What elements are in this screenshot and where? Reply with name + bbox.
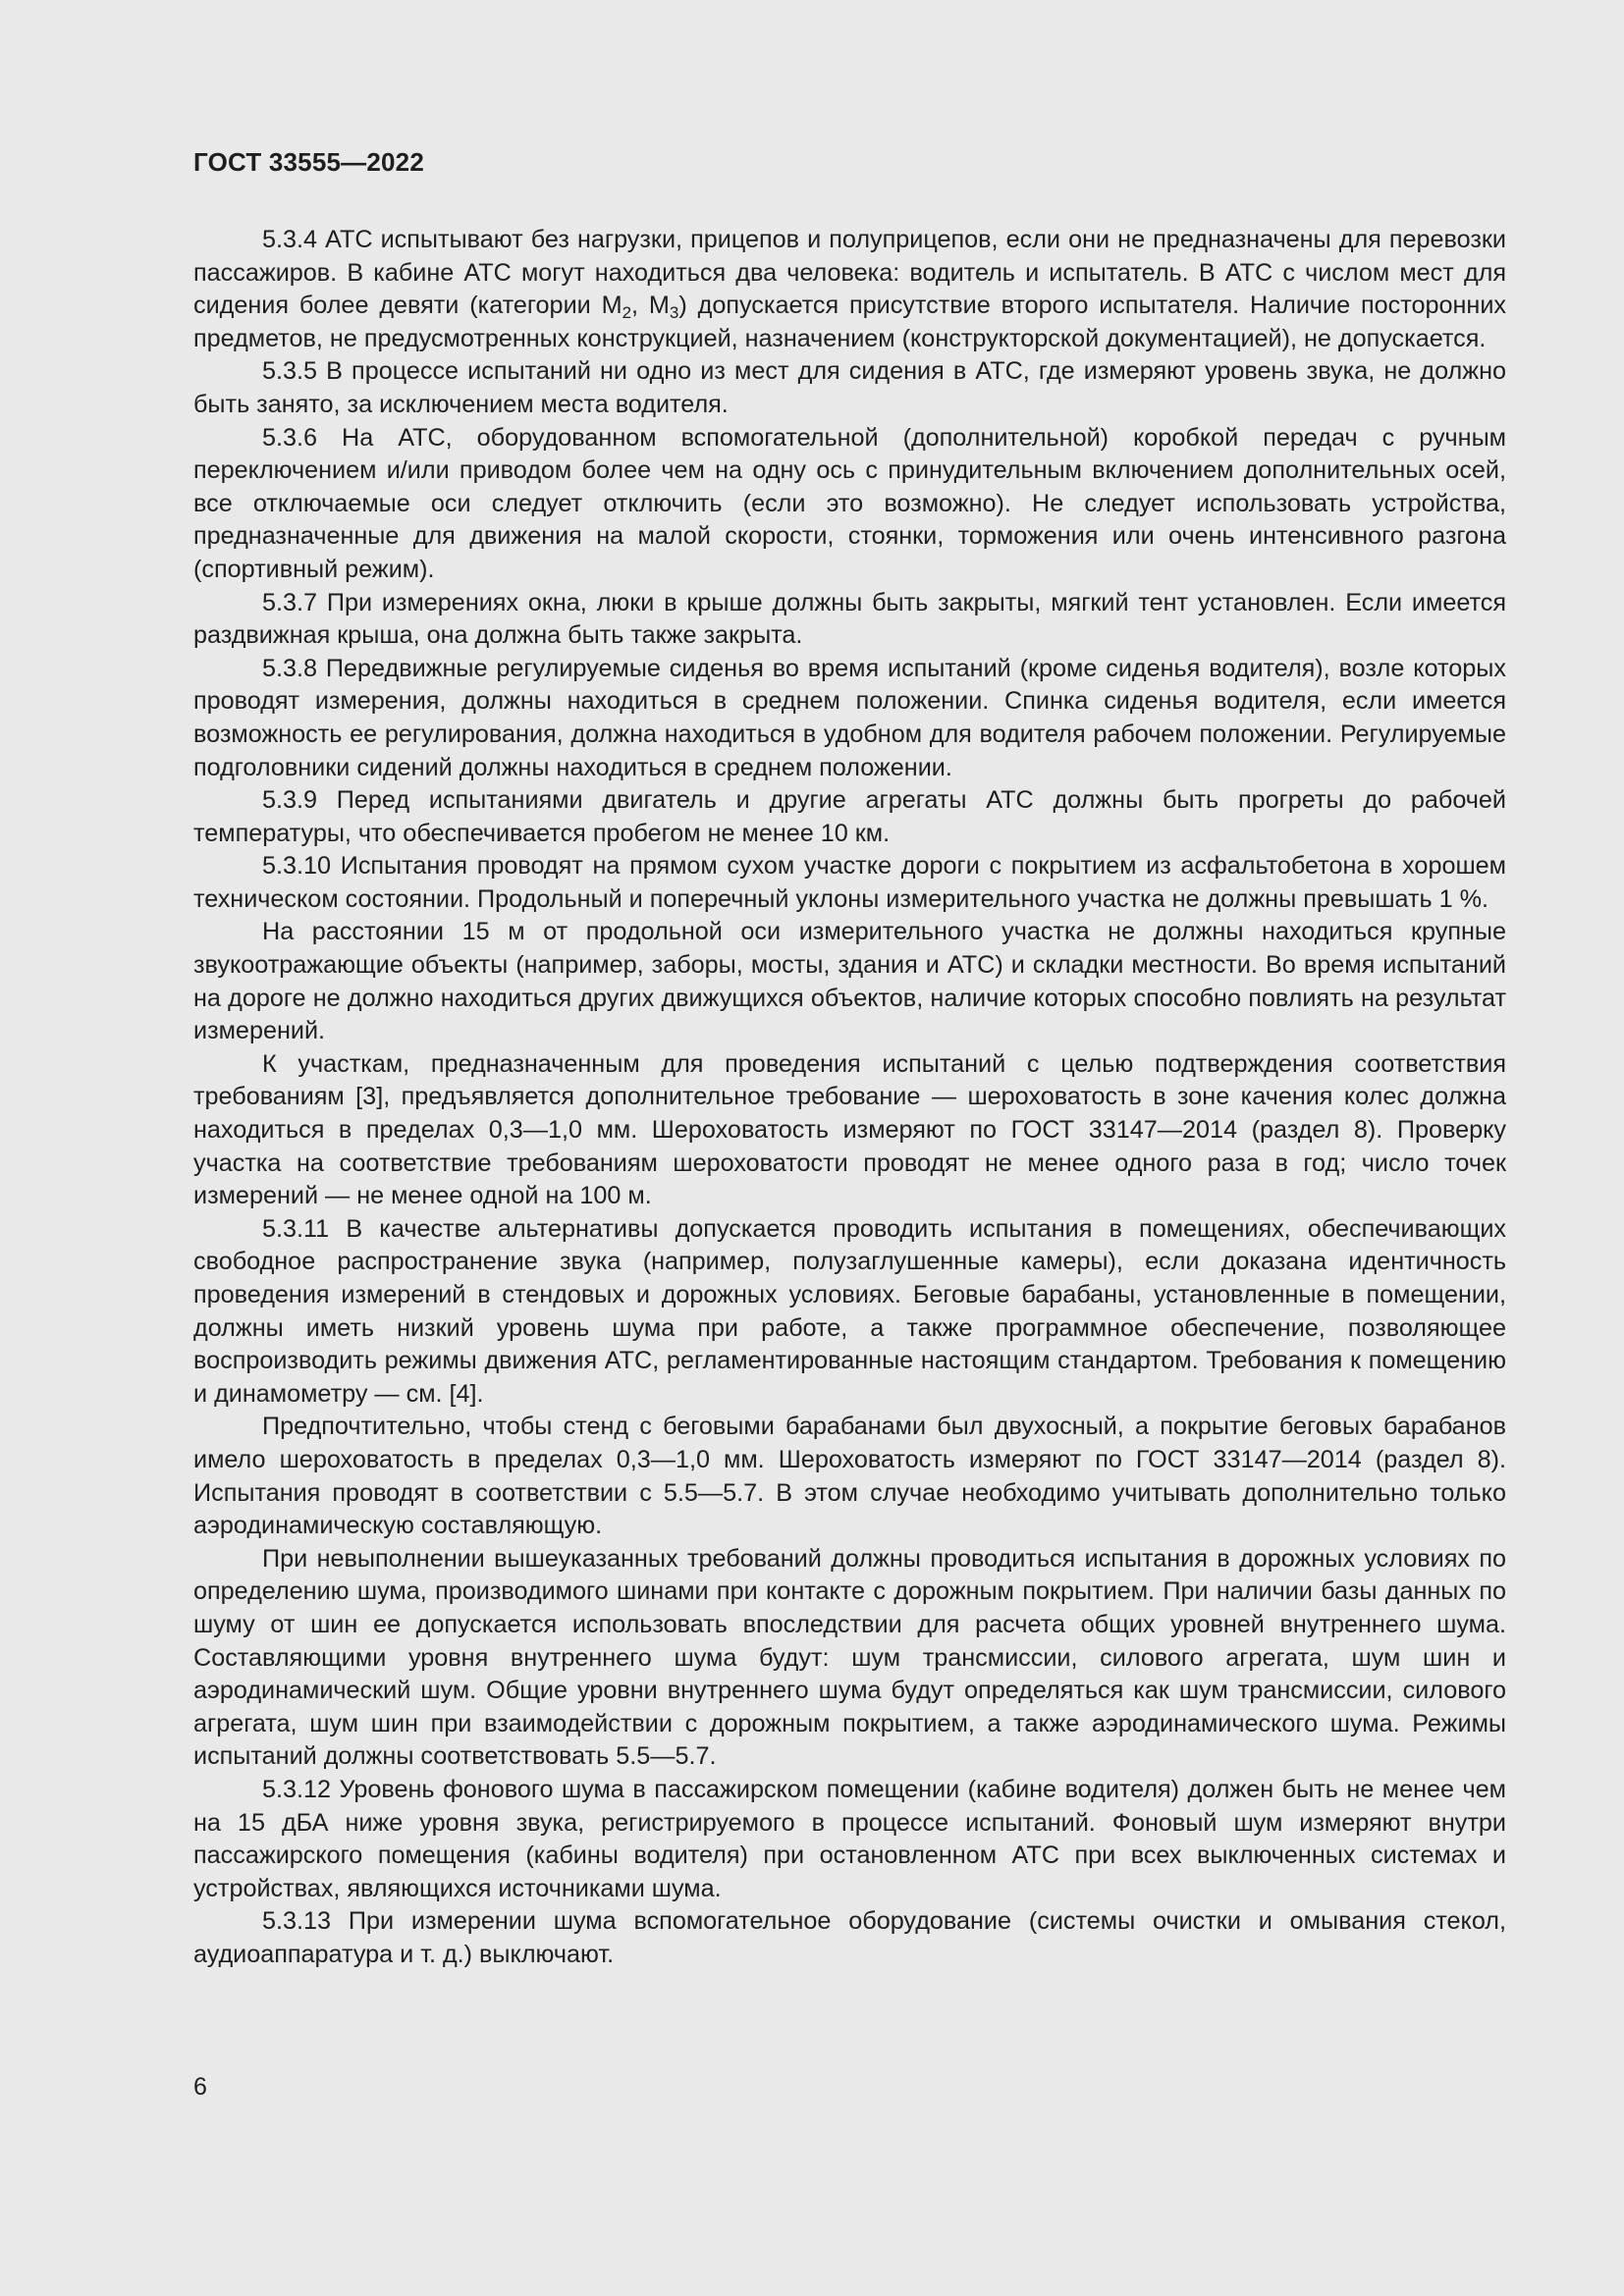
paragraph-5-3-8: 5.3.8 Передвижные регулируемые сиденья во время испытаний (кроме сиденья водителя), возле которых проводят измерения, должны находиться в среднем положении. Спинка сиденья водителя, если имеется возможность ее регулирования, должна находиться в удобном для водителя рабочем положении. Регулируемые подголовники сидений должны находиться в среднем положении. xyxy=(193,654,1506,781)
subscript-2: 2 xyxy=(622,303,632,323)
document-body xyxy=(193,224,1506,1971)
paragraph-5-3-10-distance: На расстоянии 15 м от продольной оси измерительного участка не должны находиться крупные звукоотражающие объекты (например, заборы, мосты, здания и АТС) и складки местности. Во время испытаний на дороге не должно находиться других движущихся объектов, наличие которых способно повлиять на результат измерений. xyxy=(193,918,1506,1045)
paragraph-5-3-11-road: При невыполнении вышеуказанных требований должны проводиться испытания в дорожных условиях по определению шума, производимого шинами при контакте с дорожным покрытием. При наличии базы данных по шуму от шин ее допускается использовать впоследствии для расчета общих уровней внутреннего шума. Составляющими уровня внутреннего шума будут: шум трансмиссии, силового агрегата, шум шин и аэродинамический шум. Общие уровни внутреннего шума будут определяться как шум трансмиссии, силового агрегата, шум шин при взаимодействии с дорожным покрытием, а также аэродинамического шума. Режимы испытаний должны соответствовать 5.5—5.7. xyxy=(193,1544,1506,1771)
paragraph-5-3-4-part-a: 5.3.4 АТС испытывают без нагрузки, прицепов и полуприцепов, если они не предназначены для перевозки пассажиров. В кабине АТС могут находиться два человека: водитель и испытатель. В АТС с числом мест для сидения более девяти (категории M xyxy=(193,226,1506,320)
paragraph-5-3-4-part-c: ) допускается присутствие второго испытателя. Наличие посторонних предметов, не предусмотренных конструкцией, назначением (конструкторской документацией), не допускается. xyxy=(193,292,1506,352)
paragraph-5-3-11-stand: Предпочтительно, чтобы стенд с беговыми барабанами был двухосный, а покрытие беговых барабанов имело шероховатость в пределах 0,3—1,0 мм. Шероховатость измеряют по ГОСТ 33147—2014 (раздел 8). Испытания проводят в соответствии с 5.5—5.7. В этом случае необходимо учитывать дополнительно только аэродинамическую составляющую. xyxy=(193,1413,1506,1540)
paragraph-5-3-10: 5.3.10 Испытания проводят на прямом сухом участке дороги с покрытием из асфальтобетона в хорошем техническом состоянии. Продольный и поперечный уклоны измерительного участка не должны превышать 1 %. xyxy=(193,852,1506,913)
paragraph-5-3-12: 5.3.12 Уровень фонового шума в пассажирском помещении (кабине водителя) должен быть не менее чем на 15 дБА ниже уровня звука, регистрируемого в процессе испытаний. Фоновый шум измеряют внутри пассажирского помещения (кабины водителя) при остановленном АТС при всех выключенных системах и устройствах, являющихся источниками шума. xyxy=(193,1775,1506,1902)
paragraph-5-3-6: 5.3.6 На АТС, оборудованном вспомогательной (дополнительной) коробкой передач с ручным переключением и/или приводом более чем на одну ось с принудительным включением дополнительных осей, все отключаемые оси следует отключить (если это возможно). Не следует использовать устройства, предназначенные для движения на малой скорости, стоянки, торможения или очень интенсивного разгона (спортивный режим). xyxy=(193,423,1506,583)
paragraph-5-3-13: 5.3.13 При измерении шума вспомогательное оборудование (системы очистки и омывания стекол, аудиоаппаратура и т. д.) выключают. xyxy=(193,1907,1506,1968)
paragraph-5-3-4 xyxy=(193,224,1506,355)
page-number: 6 xyxy=(193,2073,207,2101)
paragraph-5-3-7: 5.3.7 При измерениях окна, люки в крыше должны быть закрыты, мягкий тент установлен. Если имеется раздвижная крыша, она должна быть также закрыта. xyxy=(193,588,1506,650)
paragraph-5-3-5: 5.3.5 В процессе испытаний ни одно из мест для сидения в АТС, где измеряют уровень звука, не должно быть занято, за исключением места водителя. xyxy=(193,357,1506,418)
subscript-3: 3 xyxy=(669,303,679,323)
paragraph-5-3-10-roughness: К участкам, предназначенным для проведения испытаний с целью подтверждения соответствия требованиям [3], предъявляется дополнительное требование — шероховатость в зоне качения колес должна находиться в пределах 0,3—1,0 мм. Шероховатость измеряют по ГОСТ 33147—2014 (раздел 8). Проверку участка на соответствие требованиям шероховатости проводят не менее одного раза в год; число точек измерений — не менее одной на 100 м. xyxy=(193,1049,1506,1210)
paragraph-5-3-4-part-b: , M xyxy=(631,292,670,320)
document-code-header: ГОСТ 33555—2022 xyxy=(193,147,424,177)
paragraph-5-3-9: 5.3.9 Перед испытаниями двигатель и другие агрегаты АТС должны быть прогреты до рабочей температуры, что обеспечивается пробегом не менее 10 км. xyxy=(193,786,1506,847)
paragraph-5-3-11: 5.3.11 В качестве альтернативы допускается проводить испытания в помещениях, обеспечивающих свободное распространение звука (например, полузаглушенные камеры), если доказана идентичность проведения измерений в стендовых и дорожных условиях. Беговые барабаны, установленные в помещении, должны иметь низкий уровень шума при работе, а также программное обеспечение, позволяющее воспроизводить режимы движения АТС, регламентированные настоящим стандартом. Требования к помещению и динамометру — см. [4]. xyxy=(193,1214,1506,1408)
